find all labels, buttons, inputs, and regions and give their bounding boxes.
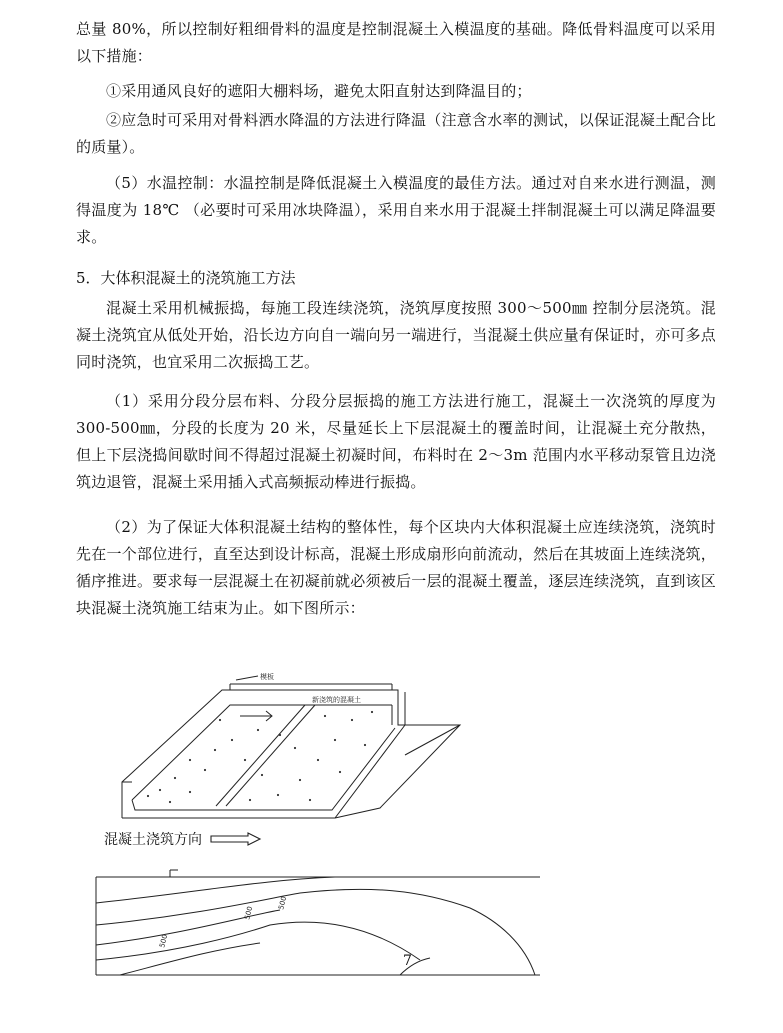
- pour-direction-caption: [104, 829, 262, 849]
- page-number: 7: [403, 953, 412, 969]
- layer-thickness-label-2: 500: [243, 905, 255, 921]
- new-concrete-label: 新浇筑的混凝土: [312, 696, 361, 704]
- section-heading-5: 5．大体积混凝土的浇筑施工方法: [76, 269, 296, 287]
- layer-thickness-label-3: 500: [277, 895, 289, 911]
- paragraph-layered-pouring: （1）采用分段分层布料、分段分层振捣的施工方法进行施工，混凝土一次浇筑的厚度为 300-500㎜，分段的长度为 20 米，尽量延长上下层混凝土的覆盖时间，让混凝土充分散热，但上下层浇捣间歇时间不得超过混凝土初凝时间，布料时在 2～3m 范围内水平移动泵管且边浇筑边退管，混凝土采用插入式高频振动棒进行振捣。: [76, 392, 716, 491]
- paragraph-aggregate-intro: 总量 80%，所以控制好粗细骨料的温度是控制混凝土入模温度的基础。降低骨料温度可以采用以下措施：: [76, 20, 716, 65]
- paragraph-water-temp: （5）水温控制：水温控制是降低混凝土入模温度的最佳方法。通过对自来水进行测温，测得温度为 18℃ （必要时可采用冰块降温），采用自来水用于混凝土拌制混凝土可以满足降温要求。: [76, 174, 716, 246]
- paragraph-pouring-method: 混凝土采用机械振捣，每施工段连续浇筑，浇筑厚度按照 300～500㎜ 控制分层浇筑。混凝土浇筑宜从低处开始，沿长边方向自一端向另一端进行，当混凝土供应量有保证时，亦可多点同时浇筑，也宜采用二次振捣工艺。: [76, 299, 716, 371]
- layer-thickness-label-1: 500: [158, 933, 170, 949]
- paragraph-continuous-pouring: （2）为了保证大体积混凝土结构的整体性，每个区块内大体积混凝土应连续浇筑，浇筑时先在一个部位进行，直至达到设计标高，混凝土形成扇形向前流动，然后在其坡面上连续浇筑，循序推进。要求每一层混凝土在初凝前就必须被后一层的混凝土覆盖，逐层连续浇筑，直到该区块混凝土浇筑施工结束为止。如下图所示：: [76, 518, 716, 617]
- paragraph-measure-1: ①采用通风良好的遮阳大棚料场，避免太阳直射达到降温目的；: [106, 82, 532, 100]
- formwork-label: 模板: [260, 673, 274, 681]
- pour-direction-label: 混凝土浇筑方向: [104, 832, 202, 848]
- hollow-arrow-right-icon: [210, 832, 262, 846]
- layered-section-figure: [96, 870, 540, 975]
- paragraph-measure-2: ②应急时可采用对骨料洒水降温的方法进行降温（注意含水率的测试，以保证混凝土配合比的质量）。: [76, 111, 716, 156]
